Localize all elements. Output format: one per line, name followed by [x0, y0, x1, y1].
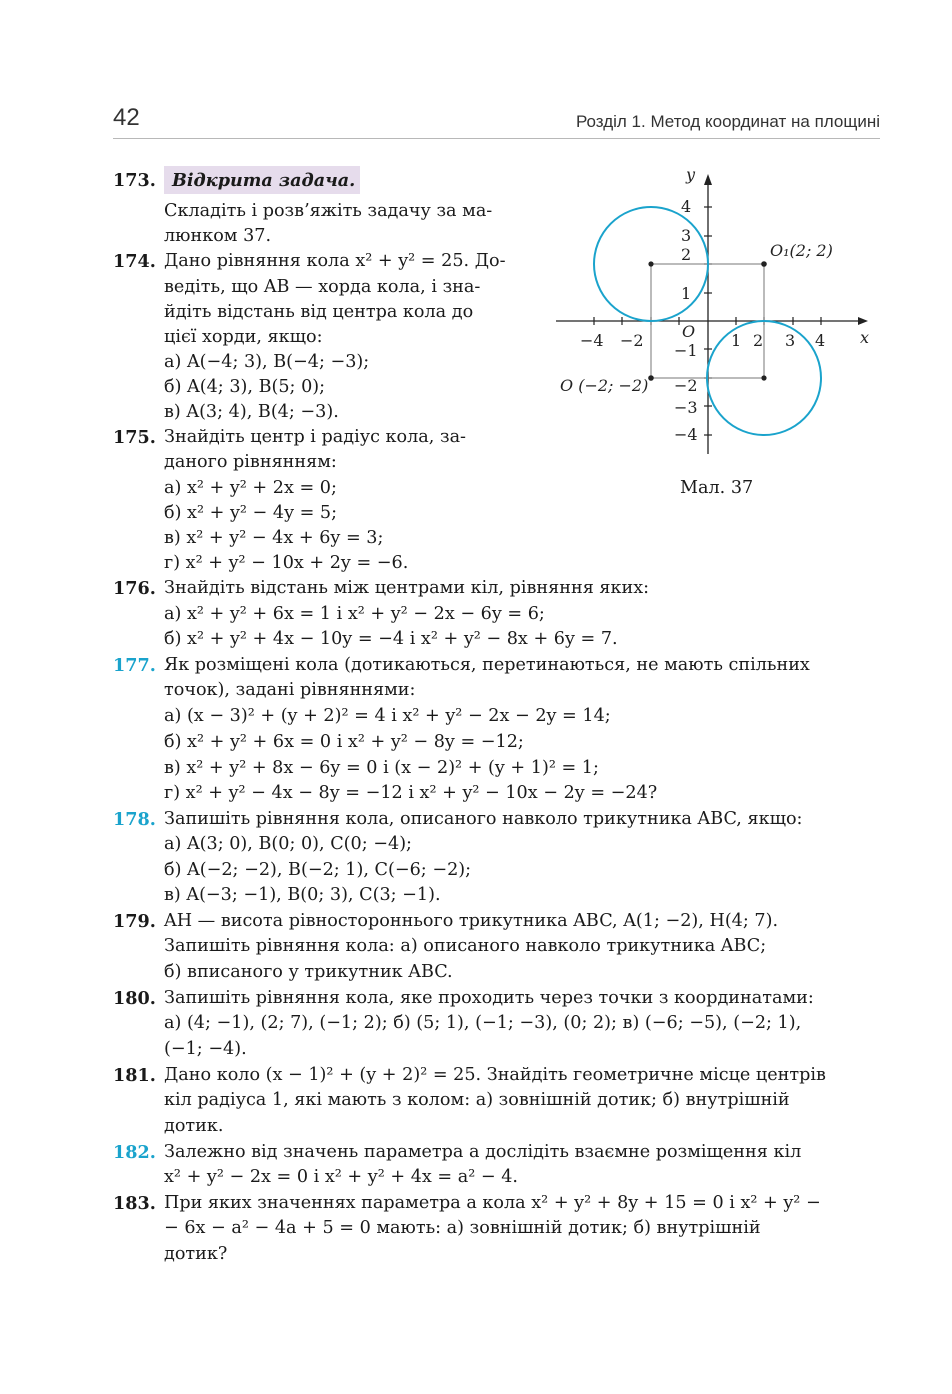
- problem-number-178: 178.: [113, 809, 156, 830]
- problem-176-option: б) x² + y² + 4x − 10y = −4 і x² + y² − 8x + 6y = 7.: [164, 629, 618, 649]
- problem-number-183: 183.: [113, 1193, 156, 1214]
- problem-number-173: 173.: [113, 170, 156, 191]
- x-tick-label: 2: [753, 331, 764, 350]
- problem-number-177: 177.: [113, 655, 156, 676]
- y-tick-label: −3: [674, 398, 698, 417]
- x-tick-label: −2: [620, 331, 644, 350]
- problem-177-option: г) x² + y² − 4x − 8y = −12 і x² + y² − 10x − 2y = −24?: [164, 783, 658, 803]
- problem-173-line: Складіть і розв’яжіть задачу за ма-: [164, 201, 493, 221]
- problem-174-option: а) A(−4; 3), B(−4; −3);: [164, 352, 370, 372]
- problem-181-line: дотик.: [164, 1116, 224, 1136]
- problem-number-180: 180.: [113, 988, 156, 1009]
- problem-175-option: б) x² + y² − 4y = 5;: [164, 503, 338, 523]
- problem-183-line: − 6x − a² − 4a + 5 = 0 мають: а) зовнішній дотик; б) внутрішній: [164, 1218, 761, 1238]
- problem-174-line: ведіть, що AB — хорда кола, і зна-: [164, 277, 481, 297]
- y-axis-label: y: [686, 165, 696, 184]
- problem-175-line: даного рівнянням:: [164, 452, 337, 472]
- open-task-badge: [164, 166, 360, 194]
- problem-178-line: Запишіть рівняння кола, описаного навколо трикутника ABC, якщо:: [164, 809, 803, 829]
- figure-37-diagram: [552, 160, 882, 460]
- problem-177-option: б) x² + y² + 6x = 0 і x² + y² − 8y = −12;: [164, 732, 524, 752]
- problem-174-line: Дано рівняння кола x² + y² = 25. До-: [164, 251, 506, 271]
- x-tick-label: −4: [580, 331, 604, 350]
- problem-178-option: а) A(3; 0), B(0; 0), C(0; −4);: [164, 834, 412, 854]
- problem-177-option: в) x² + y² + 8x − 6y = 0 і (x − 2)² + (y + 1)² = 1;: [164, 758, 599, 778]
- problem-180-line: Запишіть рівняння кола, яке проходить через точки з координатами:: [164, 988, 814, 1008]
- problem-number-181: 181.: [113, 1065, 156, 1086]
- problem-178-option: б) A(−2; −2), B(−2; 1), C(−6; −2);: [164, 860, 472, 880]
- problem-175-line: Знайдіть центр і радіус кола, за-: [164, 427, 467, 447]
- problem-174-line: цієї хорди, якщо:: [164, 327, 323, 347]
- y-tick-label: −2: [674, 376, 698, 395]
- problem-179-line: Запишіть рівняння кола: а) описаного навколо трикутника ABC;: [164, 936, 767, 956]
- figure-caption: Мал. 37: [680, 478, 754, 498]
- point-o1-label: O₁(2; 2): [770, 241, 833, 260]
- y-tick-label: 3: [681, 226, 692, 245]
- problem-178-option: в) A(−3; −1), B(0; 3), C(3; −1).: [164, 885, 441, 905]
- y-tick-label: 4: [681, 197, 692, 216]
- problem-179-line: AH — висота рівностороннього трикутника ABC, A(1; −2), H(4; 7).: [164, 911, 779, 931]
- problem-180-line: (−1; −4).: [164, 1039, 247, 1059]
- y-tick-label: −1: [674, 341, 698, 360]
- problem-174-line: йдіть відстань від центра кола до: [164, 302, 474, 322]
- running-head: Розділ 1. Метод координат на площині: [575, 112, 880, 131]
- x-tick-label: 4: [815, 331, 826, 350]
- problem-183-line: дотик?: [164, 1244, 228, 1264]
- problem-181-line: кіл радіуса 1, які мають з колом: а) зовнішній дотик; б) внутрішній: [164, 1090, 790, 1110]
- problem-175-option: г) x² + y² − 10x + 2y = −6.: [164, 553, 409, 573]
- problem-182-line: x² + y² − 2x = 0 і x² + y² + 4x = a² − 4.: [164, 1167, 518, 1187]
- problem-180-line: а) (4; −1), (2; 7), (−1; 2); б) (5; 1), (−1; −3), (0; 2); в) (−6; −5), (−2; 1),: [164, 1013, 802, 1033]
- problem-177-option: а) (x − 3)² + (y + 2)² = 4 і x² + y² − 2x − 2y = 14;: [164, 706, 611, 726]
- problem-174-option: в) A(3; 4), B(4; −3).: [164, 402, 339, 422]
- point-o-label: O (−2; −2): [560, 376, 649, 395]
- problem-173-line: люнком 37.: [164, 226, 272, 246]
- problem-176-line: Знайдіть відстань між центрами кіл, рівняння яких:: [164, 578, 650, 598]
- y-tick-label: −4: [674, 425, 698, 444]
- origin-label: O: [682, 322, 696, 341]
- problem-176-option: а) x² + y² + 6x = 1 і x² + y² − 2x − 6y = 6;: [164, 604, 545, 624]
- problem-174-option: б) A(4; 3), B(5; 0);: [164, 377, 326, 397]
- problem-183-line: При яких значеннях параметра a кола x² + y² + 8y + 15 = 0 і x² + y² −: [164, 1193, 821, 1213]
- problem-177-line: точок), задані рівняннями:: [164, 680, 416, 700]
- point-o: [648, 375, 654, 381]
- problem-177-line: Як розміщені кола (дотикаються, перетинаються, не мають спільних: [164, 655, 810, 675]
- point-corner: [761, 375, 766, 380]
- x-axis-label: x: [860, 328, 870, 347]
- point-corner: [648, 261, 653, 266]
- problem-number-182: 182.: [113, 1142, 156, 1163]
- y-tick-label: 1: [681, 284, 692, 303]
- open-task-label: Відкрита задача.: [172, 170, 356, 191]
- y-tick-label: 2: [681, 245, 692, 264]
- x-tick-label: 1: [731, 331, 742, 350]
- point-o1: [761, 261, 767, 267]
- y-axis-arrow: [704, 174, 712, 185]
- header-divider: [113, 138, 880, 139]
- problem-number-179: 179.: [113, 911, 156, 932]
- problem-number-175: 175.: [113, 427, 156, 448]
- x-axis-arrow: [858, 317, 868, 325]
- page-number: 42: [113, 104, 140, 131]
- x-tick-label: 3: [785, 331, 796, 350]
- problem-175-option: а) x² + y² + 2x = 0;: [164, 478, 337, 498]
- problem-181-line: Дано коло (x − 1)² + (y + 2)² = 25. Знайдіть геометричне місце центрів: [164, 1065, 826, 1085]
- problem-number-176: 176.: [113, 578, 156, 599]
- problem-179-line: б) вписаного у трикутник ABC.: [164, 962, 453, 982]
- problem-182-line: Залежно від значень параметра a дослідіть взаємне розміщення кіл: [164, 1142, 802, 1162]
- problem-175-option: в) x² + y² − 4x + 6y = 3;: [164, 528, 384, 548]
- problem-number-174: 174.: [113, 251, 156, 272]
